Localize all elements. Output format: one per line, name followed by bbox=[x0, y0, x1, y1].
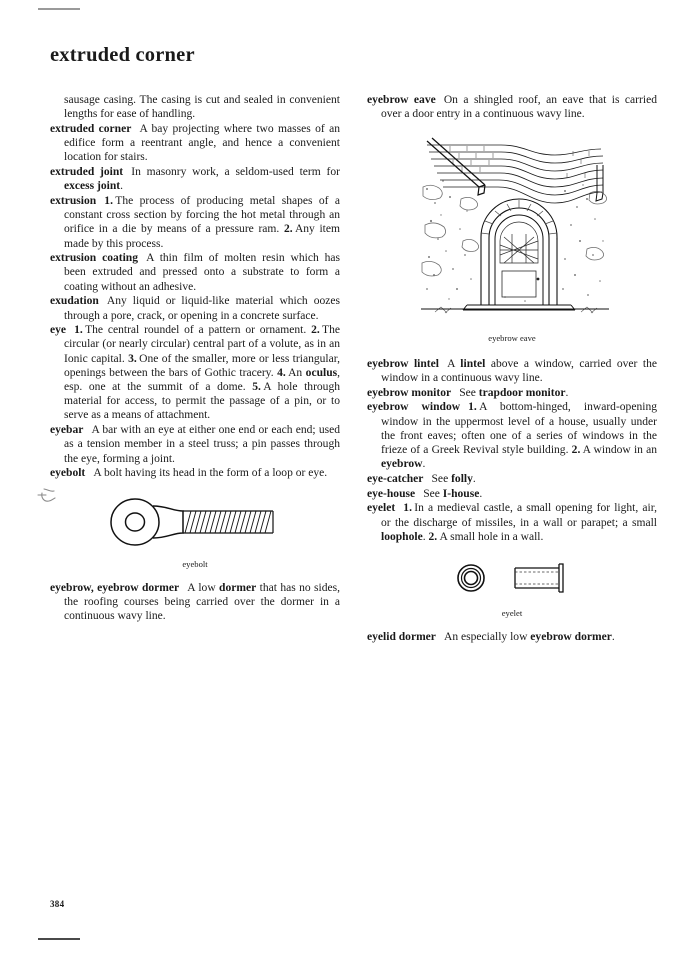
headword: exudation bbox=[50, 295, 99, 308]
definition-text: On a shingled roof, an eave that is carried over a door entry in a continuous wavy line. bbox=[381, 94, 657, 121]
sense-number: 1. bbox=[74, 324, 83, 337]
headword: eyebrow, eyebrow dormer bbox=[50, 581, 180, 594]
cross-reference[interactable]: eyebrow bbox=[381, 458, 423, 471]
cross-reference[interactable]: trapdoor monitor bbox=[478, 386, 566, 399]
definition-text: See bbox=[423, 487, 443, 500]
figure-eyebolt bbox=[50, 494, 340, 570]
sense-number: 1. bbox=[468, 401, 477, 414]
cross-reference[interactable]: folly bbox=[451, 472, 473, 485]
headword: eyelet bbox=[367, 502, 396, 515]
figure-caption: eyebrow eave bbox=[488, 332, 536, 343]
definition-text: A thin film of molten resin which has been extruded and pressed onto a substrate to form a coating without an adhesive. bbox=[64, 252, 341, 293]
definition-text: A bbox=[447, 357, 461, 370]
entry-eyebrow-monitor bbox=[367, 386, 657, 400]
definition-text: A bay projecting where two masses of an edifice form a reentrant angle, and hence a convenient location for stairs. bbox=[64, 122, 341, 164]
sense-text: The circular (or nearly circular) central part of a volute, as in an Ionic capital. bbox=[64, 324, 340, 365]
cross-reference[interactable]: I-house bbox=[442, 487, 480, 500]
definition-text: See bbox=[431, 472, 452, 485]
headword: eyebolt bbox=[50, 467, 86, 480]
cross-reference[interactable]: excess joint bbox=[64, 180, 121, 193]
headword: eye-catcher bbox=[367, 472, 424, 485]
definition-tail: . bbox=[611, 631, 615, 644]
left-column bbox=[50, 93, 340, 624]
sense-text: The process of producing metal shapes of a constant cross section by forcing the hot metal through an orifice in a die by means of a pressure ram. bbox=[64, 194, 340, 236]
sense-number: 2. bbox=[571, 444, 581, 457]
headword: eyebrow lintel bbox=[367, 357, 439, 370]
eyelet-diagram-icon bbox=[437, 558, 587, 600]
headword: eye-house bbox=[367, 487, 416, 500]
definition-tail: . bbox=[472, 472, 476, 485]
eyebolt-diagram-icon bbox=[105, 494, 285, 550]
entry-eye-catcher bbox=[367, 472, 657, 486]
headword: extrusion bbox=[50, 194, 97, 207]
sense-number: 2. bbox=[428, 530, 438, 543]
carryover-text: sausage casing. The casing is cut and sealed in convenient lengths for ease of handling. bbox=[64, 94, 340, 121]
headword: eyebrow eave bbox=[367, 94, 436, 106]
sense-text: The central roundel of a pattern or ornament. bbox=[85, 324, 307, 337]
entry-extruded-corner bbox=[50, 122, 340, 165]
sense-number: 1. bbox=[403, 502, 412, 515]
definition-text: A low bbox=[187, 581, 220, 594]
cross-reference[interactable]: eyebrow dormer bbox=[530, 631, 612, 644]
cross-reference[interactable]: oculus bbox=[305, 366, 338, 379]
entry-extrusion-coating bbox=[50, 251, 340, 294]
sense-number: 1. bbox=[104, 194, 113, 207]
entry-exudation bbox=[50, 294, 340, 322]
definition-tail: . bbox=[120, 180, 124, 193]
figure-caption: eyebolt bbox=[182, 558, 208, 569]
entry-eyelid-dormer bbox=[367, 630, 657, 644]
headword: eyebar bbox=[50, 424, 84, 437]
sense-text: Any item made by this process. bbox=[64, 223, 340, 250]
cross-reference[interactable]: lintel bbox=[460, 357, 486, 370]
definition-tail: . bbox=[565, 386, 569, 399]
figure-eyebrow-eave bbox=[367, 129, 657, 344]
entry-eyelet bbox=[367, 501, 657, 544]
figure-eyelet bbox=[367, 558, 657, 620]
sense-number: 3. bbox=[128, 352, 137, 365]
sense-text: An bbox=[288, 366, 306, 379]
sense-number: 4. bbox=[277, 366, 286, 379]
sense-text: A hole through material for access, to permit the passage of a pin, or to serve as a means of attachment. bbox=[64, 381, 341, 422]
headword: extrusion coating bbox=[50, 252, 139, 265]
top-rule bbox=[38, 8, 80, 10]
definition-text: Any liquid or liquid-like material which oozes through a pore, crack, or opening in a concrete surface. bbox=[64, 295, 340, 322]
cross-reference[interactable]: loophole bbox=[381, 530, 423, 543]
definition-text: In masonry work, a seldom-used term for bbox=[131, 166, 341, 179]
entry-eyebrow-dormer bbox=[50, 581, 340, 624]
sense-number: 5. bbox=[252, 381, 261, 394]
entry-eye-house bbox=[367, 487, 657, 501]
entry-extrusion bbox=[50, 194, 340, 251]
definition-tail: . bbox=[479, 487, 483, 500]
sense-text: A bottom-hinged, inward-opening window in the uppermost level of a house, usually under the front eaves; often one of a series of windows in the frieze of a Greek Revival style building. bbox=[381, 401, 657, 457]
entry-eye bbox=[50, 323, 340, 422]
entry-eyebrow-window bbox=[367, 400, 657, 471]
definition-text: A bar with an eye at either one end or each end; used as a tension member in a steel truss; a pin passes through the eye, forming a joint. bbox=[64, 424, 340, 465]
headword: eyelid dormer bbox=[367, 631, 436, 644]
entry-eyebrow-eave bbox=[367, 93, 657, 121]
definition-tail: that has no sides, the roofing courses being carried over the dormer in a continuous wavy line. bbox=[64, 581, 341, 623]
definition-text: See bbox=[459, 386, 479, 399]
headword: extruded corner bbox=[50, 122, 132, 135]
entry-eyebar bbox=[50, 423, 340, 466]
sense-number: 2. bbox=[283, 223, 293, 236]
sense-text: In a medieval castle, a small opening for light, air, or the discharge of missiles, in a wall or parapet; a small bbox=[381, 502, 657, 529]
headword: eyebrow monitor bbox=[367, 386, 452, 399]
eyebrow-eave-doorway-illustration-icon bbox=[405, 129, 620, 324]
entry-carryover bbox=[50, 93, 340, 121]
sense-text: A small hole in a wall. bbox=[439, 530, 544, 543]
sense-text: A window in an bbox=[582, 444, 658, 457]
right-column bbox=[367, 93, 657, 645]
cross-reference[interactable]: dormer bbox=[219, 581, 257, 594]
entry-extruded-joint bbox=[50, 165, 340, 193]
bottom-rule bbox=[38, 938, 80, 940]
page-number: 384 bbox=[50, 899, 65, 909]
sense-tail: . bbox=[422, 458, 426, 471]
figure-caption: eyelet bbox=[501, 608, 523, 619]
definition-text: A bolt having its head in the form of a loop or eye. bbox=[93, 467, 328, 480]
definition-tail: above a window, carried over the window in a continuous wavy line. bbox=[381, 357, 658, 385]
headword: extruded joint bbox=[50, 166, 124, 179]
sense-number: 2. bbox=[311, 324, 320, 337]
sense-tail: . bbox=[422, 530, 426, 543]
headword: eyebrow window bbox=[367, 401, 461, 414]
sense-text: One of the smaller, more or less triangular, openings between the bars of Gothic tracery. bbox=[64, 352, 340, 379]
entry-eyebrow-lintel bbox=[367, 357, 657, 385]
headword: eye bbox=[50, 324, 67, 337]
sense-tail: , esp. one at the summit of a dome. bbox=[64, 366, 341, 394]
page-running-head: extruded corner bbox=[50, 44, 195, 66]
definition-text: An especially low bbox=[444, 631, 531, 644]
entry-eyebolt bbox=[50, 466, 340, 480]
